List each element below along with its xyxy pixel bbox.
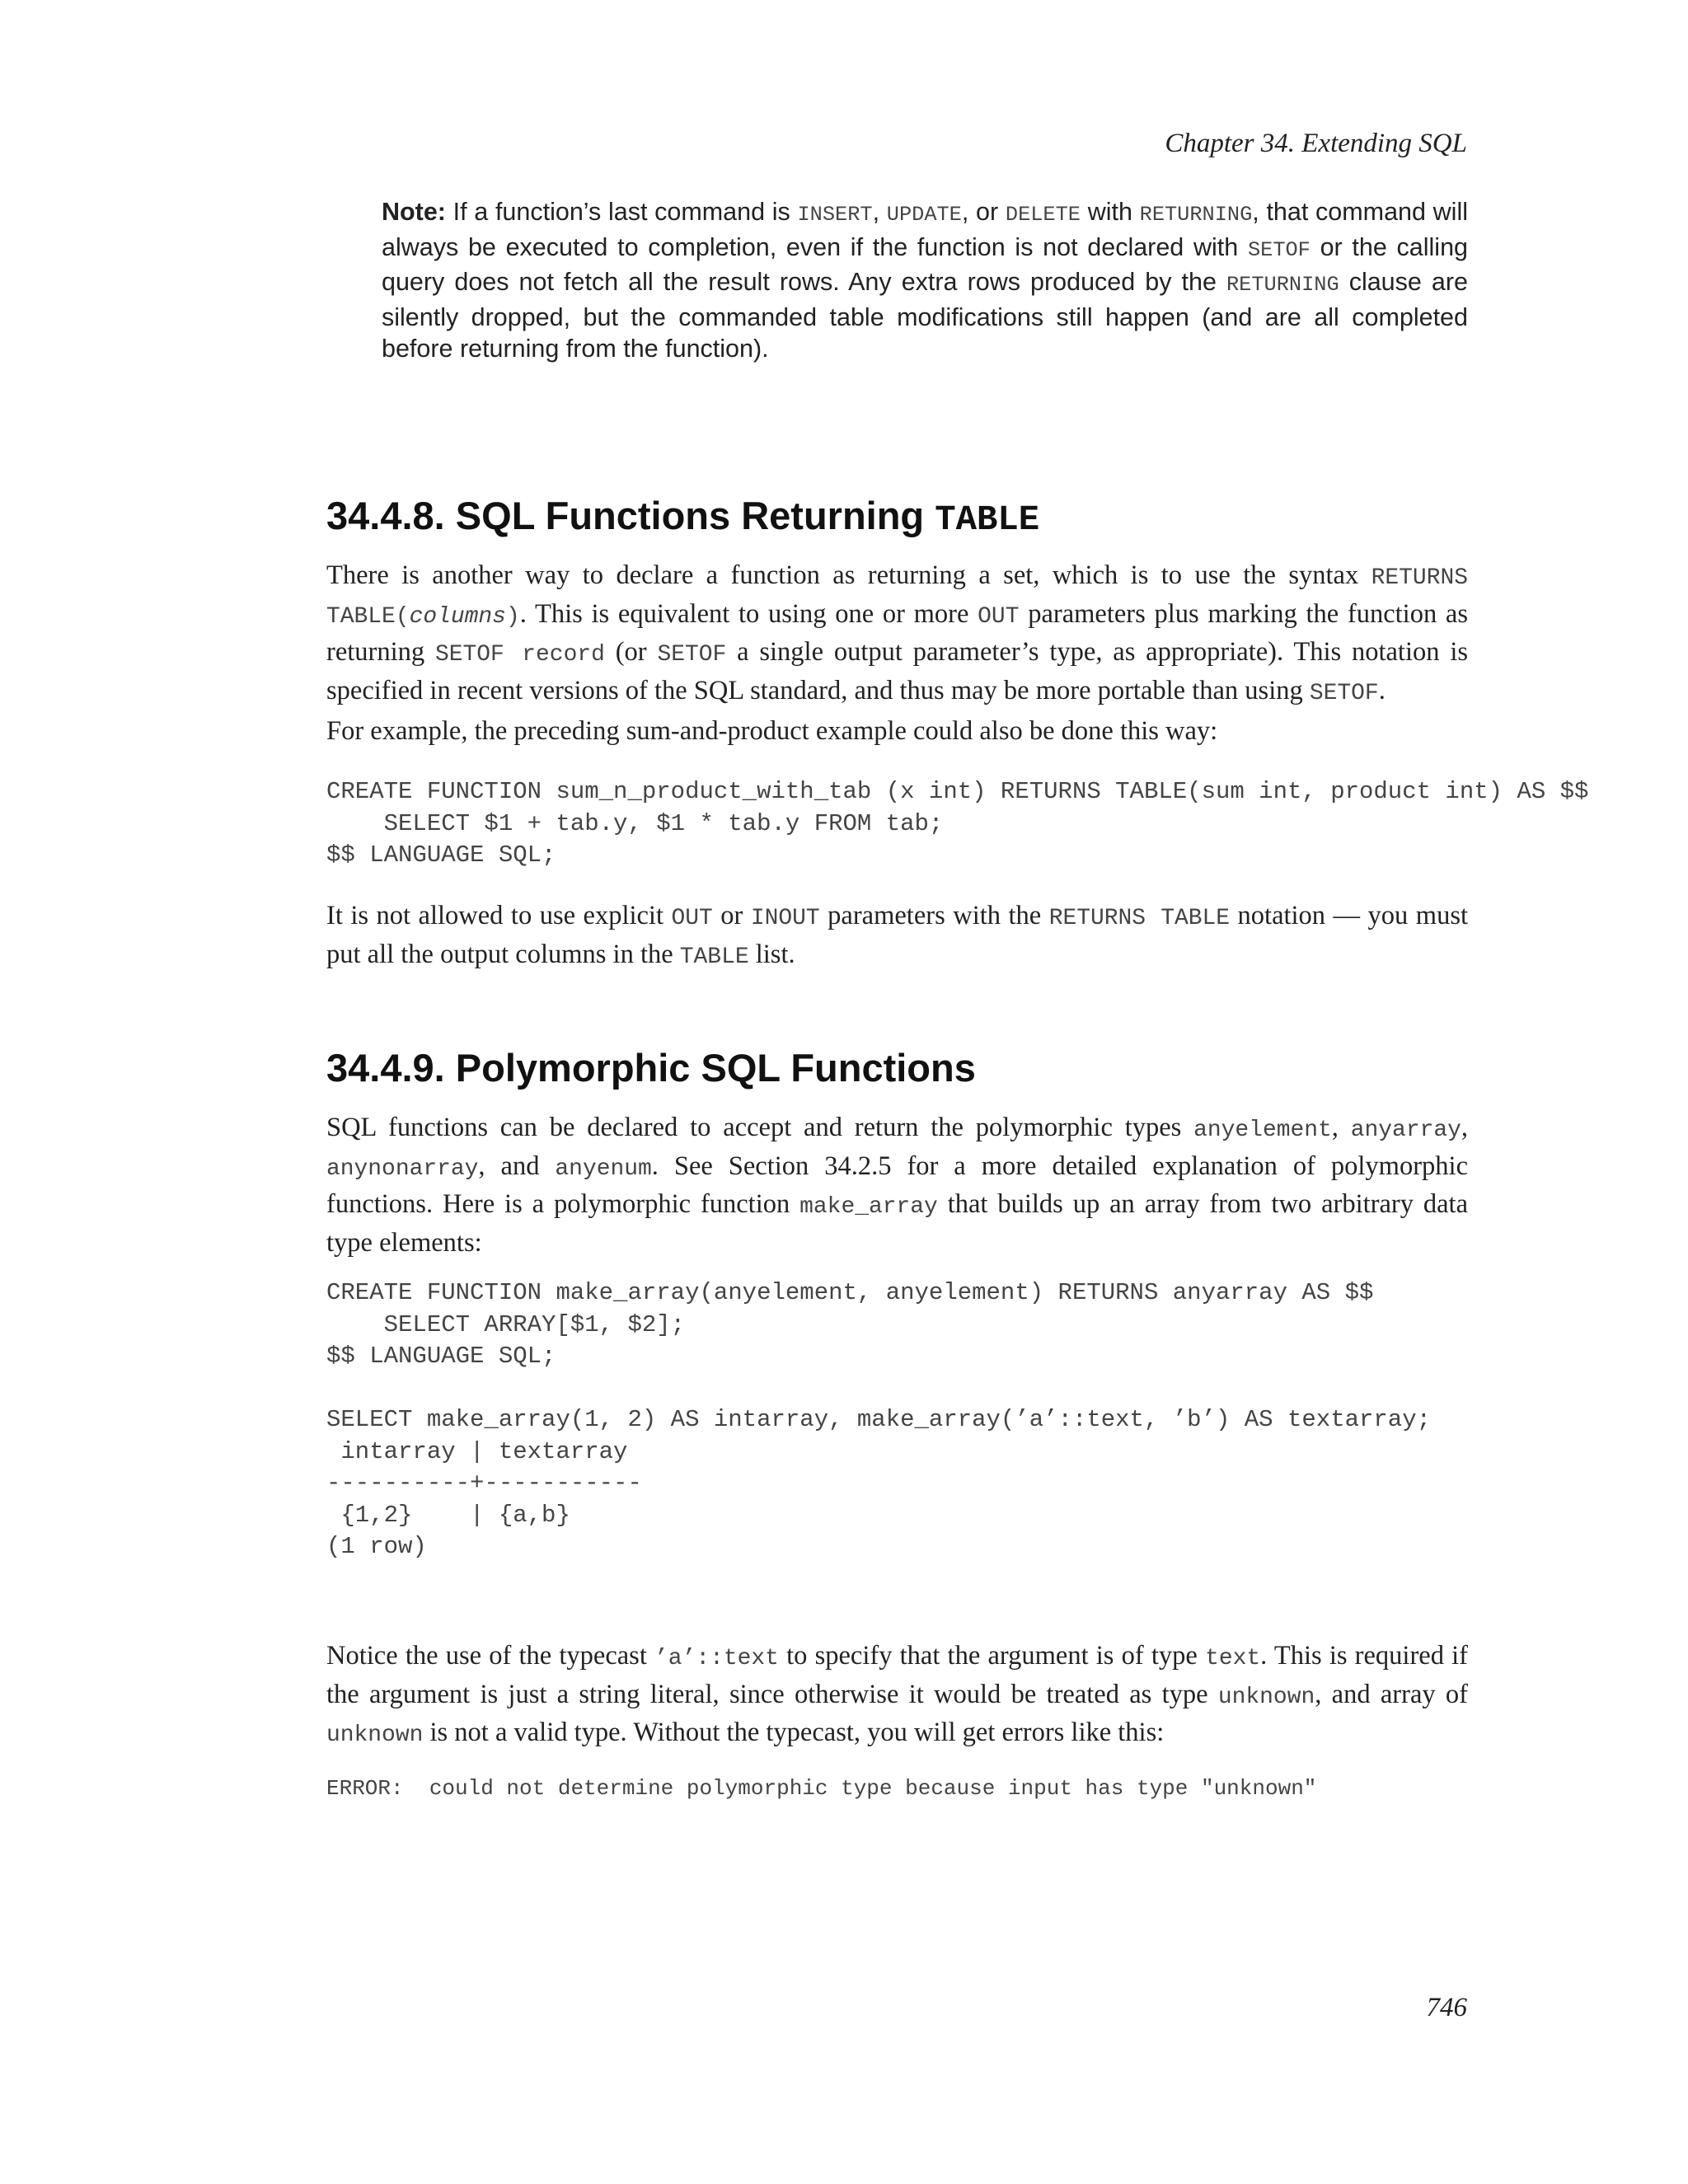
code-out: OUT (671, 906, 713, 931)
text: (or (604, 637, 658, 667)
text: , and array of (1315, 1679, 1468, 1709)
running-header: Chapter 34. Extending SQL (1165, 129, 1467, 158)
text: , (1461, 1113, 1469, 1142)
code-returning: RETURNING (1139, 203, 1253, 227)
page-number: 746 (1426, 1993, 1467, 2022)
code-anyarray: anyarray (1350, 1118, 1461, 1143)
code-update: UPDATE (886, 203, 962, 227)
code-returns-table: RETURNS TABLE (1048, 906, 1231, 931)
code-block-error: ERROR: could not determine polymorphic type because input has type "unknown" (326, 1776, 1317, 1801)
code-unknown: unknown (1217, 1684, 1315, 1710)
note-label: Note: (382, 198, 446, 226)
code-out: OUT (978, 603, 1020, 630)
text: Notice the use of the typecast (326, 1641, 655, 1671)
note-text: , or (961, 198, 1006, 226)
text: . This is required if the argument is just a string literal, since otherwise it would be treated as type (326, 1641, 1469, 1709)
text: or (712, 901, 751, 930)
code-setof: SETOF (1247, 237, 1311, 262)
text: parameters plus marking the function as returning (326, 598, 1468, 667)
code-setof-record: SETOF record (434, 642, 605, 668)
text: list. (748, 939, 795, 969)
paragraph-example-intro: For example, the preceding sum-and-product example could also be done this way: (326, 716, 1218, 746)
code-anyelement: anyelement (1193, 1118, 1332, 1143)
code-anyenum: anyenum (555, 1155, 652, 1182)
text: parameters with the (819, 901, 1049, 930)
note-text: , (872, 198, 887, 226)
code-text: text (1205, 1646, 1261, 1671)
text: SQL functions can be declared to accept and return the polymorphic types (326, 1113, 1194, 1142)
text: a single output parameter’s type, as appropriate). This notation is specified in recent versions of the SQL standard, and thus may be more portable than using (326, 637, 1468, 705)
code-block-make-array: CREATE FUNCTION make_array(anyelement, anyelement) RETURNS anyarray AS $$ SELECT ARRAY[$1, $2]; $$ LANGUAGE SQL; SELECT make_array(1, 2) AS intarray, make_array(’a’::text, ’b’) AS textarray; intarray | textarray ----------+----------- {1,2} | {a,b} (1 row) (326, 1279, 1432, 1560)
code-delete: DELETE (1005, 203, 1081, 227)
code-columns: columns (409, 603, 506, 630)
text: There is another way to declare a function as returning a set, which is to use the syntax (326, 560, 1372, 590)
code-setof: SETOF (657, 642, 727, 668)
section-heading-returning-table (326, 493, 1039, 543)
heading-text: 34.4.8. SQL Functions Returning (326, 494, 935, 537)
paragraph-typecast-notice (326, 1638, 1468, 1754)
text: . See Section 34.2.5 for a more detailed explanation of polymorphic functions. Here is a polymorphic function (326, 1151, 1468, 1219)
text: that builds up an array from two arbitrary data type elements: (326, 1189, 1469, 1258)
code-make-array: make_array (799, 1194, 938, 1220)
text: , and (478, 1151, 556, 1181)
note-text: with (1080, 198, 1140, 226)
text: . This is equivalent to using one or more (519, 598, 978, 629)
paragraph-returns-table-intro (326, 558, 1468, 711)
note-text: or the calling query does not fetch all the result rows. Any extra rows produced by the (382, 232, 1468, 296)
text: . (1378, 675, 1386, 705)
code-block-sum-product: CREATE FUNCTION sum_n_product_with_tab (x int) RETURNS TABLE(sum int, product int) AS $$ SELECT $1 + tab.y, $1 * tab.y FROM tab; $$ LANGUAGE SQL; (326, 778, 1589, 869)
text: notation — you must put all the output columns in the (326, 901, 1469, 969)
heading-code: TABLE (935, 500, 1040, 540)
paragraph-out-restriction (326, 898, 1468, 975)
text: is not a valid type. Without the typecast, you will get errors like this: (423, 1718, 1165, 1747)
section-heading-polymorphic: 34.4.9. Polymorphic SQL Functions (326, 1046, 976, 1090)
text: , (1331, 1113, 1351, 1142)
note-text: If a function’s last command is (445, 198, 798, 226)
text: to specify that the argument is of type (778, 1641, 1206, 1671)
code-setof: SETOF (1309, 680, 1379, 706)
note-text: clause are silently dropped, but the commanded table modifications still happen (and are all completed before returning from the function). (382, 268, 1469, 363)
code-insert: INSERT (797, 203, 873, 227)
code-returning: RETURNING (1226, 273, 1339, 297)
code-table: TABLE (679, 944, 749, 970)
code-inout: INOUT (750, 906, 820, 931)
code-anynonarray: anynonarray (326, 1155, 479, 1182)
code-unknown: unknown (326, 1722, 424, 1748)
code-typecast: ’a’::text (654, 1646, 779, 1671)
text: It is not allowed to use explicit (326, 901, 672, 930)
code-paren: ) (505, 603, 520, 630)
paragraph-polymorphic-intro (326, 1110, 1468, 1260)
code-returns-table: RETURNS TABLE( (326, 565, 1468, 630)
note-text: , that command will always be executed to completion, even if the function is not declared with (382, 198, 1469, 261)
note-box (382, 196, 1468, 365)
